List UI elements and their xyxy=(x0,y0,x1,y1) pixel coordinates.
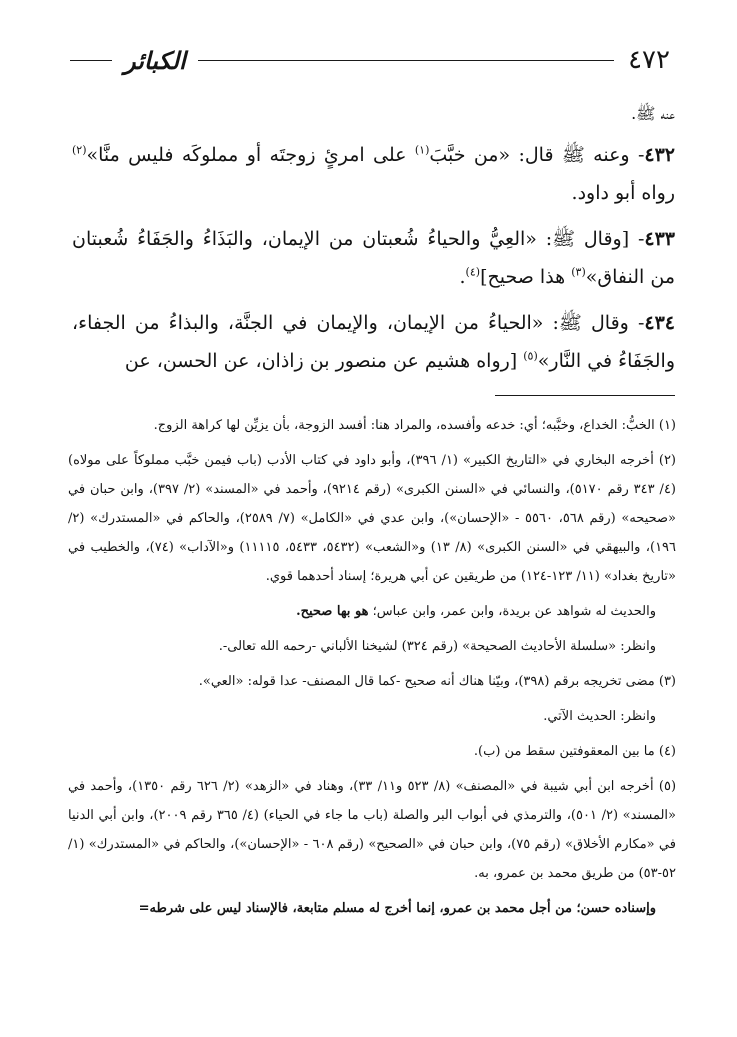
hadith-text: [رواه هشيم عن منصور بن زاذان، عن الحسن، عن xyxy=(124,350,524,372)
hadith-text: هذا صحيح] xyxy=(480,266,572,288)
hadith-text: . xyxy=(459,266,466,288)
hadith-number: ٤٣٢ xyxy=(644,144,675,166)
hadith-text: - وعنه ﷺ قال: «من خبَّبَ xyxy=(429,144,645,166)
footnote-3-see-also: وانظر: الحديث الآتي. xyxy=(543,709,656,724)
page-number: ٤٧٢ xyxy=(628,45,670,75)
footnote-divider xyxy=(495,395,675,396)
footnotes xyxy=(68,411,676,929)
footnote-ref: (٣) xyxy=(571,265,586,279)
book-title: الكبائر xyxy=(124,45,186,75)
hadith-text: على امرئٍ زوجتَه أو مملوكَه فليس منَّا» xyxy=(86,144,415,166)
hadith-number: ٤٣٣ xyxy=(644,228,675,250)
hadith-432 xyxy=(72,136,675,212)
footnote-2-note xyxy=(68,597,676,626)
hadith-number: ٤٣٤ xyxy=(644,312,675,334)
note-text: والحديث له شواهد عن بريدة، وابن عمر، وابن عباس؛ xyxy=(368,604,656,619)
page-header xyxy=(70,40,670,80)
footnote-ref: (٥) xyxy=(523,349,538,363)
continued-line: عنه ﷺ. xyxy=(631,104,675,123)
footnote-1: (١) الخبُّ: الخداع، وخبَّبه؛ أي: خدعه وأفسده، والمراد هنا: أفسد الزوجة، بأن يزيِّن لها كراهة الزوج. xyxy=(153,418,676,433)
footnote-ref: (٤) xyxy=(465,265,481,279)
hadith-433 xyxy=(72,220,675,296)
footnote-ref: (٢) xyxy=(72,143,87,157)
footnote-3: (٣) مضى تخريجه برقم (٣٩٨)، وبيّنا هناك أنه صحيح -كما قال المصنف- عدا قوله: «العي». xyxy=(198,674,676,689)
footnote-5: (٥) أخرجه ابن أبي شيبة في «المصنف» (٨/ ٥٢٣ و١١/ ٣٣)، وهناد في «الزهد» (٢/ ٦٢٦ رقم ١٣٥٠)، وأحمد في «المسند» (٢/ ٥٠١)، والترمذي في أبواب البر والصلة (باب ما جاء في الحياء) (٤/ ٣٦٥ رقم ٢٠٠٩)، وابن أبي الدنيا في «مكارم الأخلاق» (رقم ٧٥)، وابن حبان في «الصحيح» (رقم ٦٠٨ - «الإحسان»)، والحاكم في «المستدرك» (١/ ٥٢-٥٣) من طريق محمد بن عمرو، به. xyxy=(68,779,677,881)
header-rule-short xyxy=(70,60,112,61)
hadith-text: - [وقال ﷺ: «العِيُّ والحياءُ شُعبتان من الإيمان، والبَذَاءُ والجَفَاءُ شُعبتان من النفاق» xyxy=(72,228,675,288)
hadith-text: رواه أبو داود. xyxy=(571,182,675,204)
hadith-text: - وقال ﷺ: «الحياءُ من الإيمان، والإيمان في الجنَّة، والبذاءُ من الجفاء، والجَفَاءُ في النَّار» xyxy=(72,312,675,372)
footnote-2: (٢) أخرجه البخاري في «التاريخ الكبير» (١/ ٣٩٦)، وأبو داود في كتاب الأدب (باب فيمن خبَّب مملوكاً على مولاه) (٤/ ٣٤٣ رقم ٥١٧٠)، والنسائي في «السنن الكبرى» (رقم ٩٢١٤)، وأحمد في «المسند» (٢/ ٣٩٧)، وابن حبان في «صحيحه» (رقم ٥٦٨، ٥٥٦٠ - «الإحسان»)، وابن عدي في «الكامل» (٧/ ٢٥٨٩)، والحاكم في «المستدرك» (٢/ ١٩٦)، والبيهقي في «السنن الكبرى» (٨/ ١٣) و«الشعب» (٥٤٣٢، ٥٤٣٣، ١١١١٥) و«الآداب» (٧٤)، والخطيب في «تاريخ بغداد» (١١/ ١٢٣-١٢٤) من طريقين عن أبي هريرة؛ إسناد أحدهما قوي. xyxy=(68,453,677,584)
footnote-5-note: وإسناده حسن؛ من أجل محمد بن عمرو، إنما أخرج له مسلم متابعة، فالإسناد ليس على شرطه= xyxy=(138,901,656,916)
footnote-2-see-also: وانظر: «سلسلة الأحاديث الصحيحة» (رقم ٣٢٤) لشيخنا الألباني -رحمه الله تعالى-. xyxy=(218,639,656,654)
footnote-ref: (١) xyxy=(414,143,430,157)
main-text xyxy=(72,98,675,388)
hadith-434 xyxy=(72,304,675,380)
header-rule xyxy=(198,60,614,61)
note-emphasis: هو بها صحيح. xyxy=(296,604,369,619)
footnote-4: (٤) ما بين المعقوفتين سقط من (ب). xyxy=(473,744,676,759)
